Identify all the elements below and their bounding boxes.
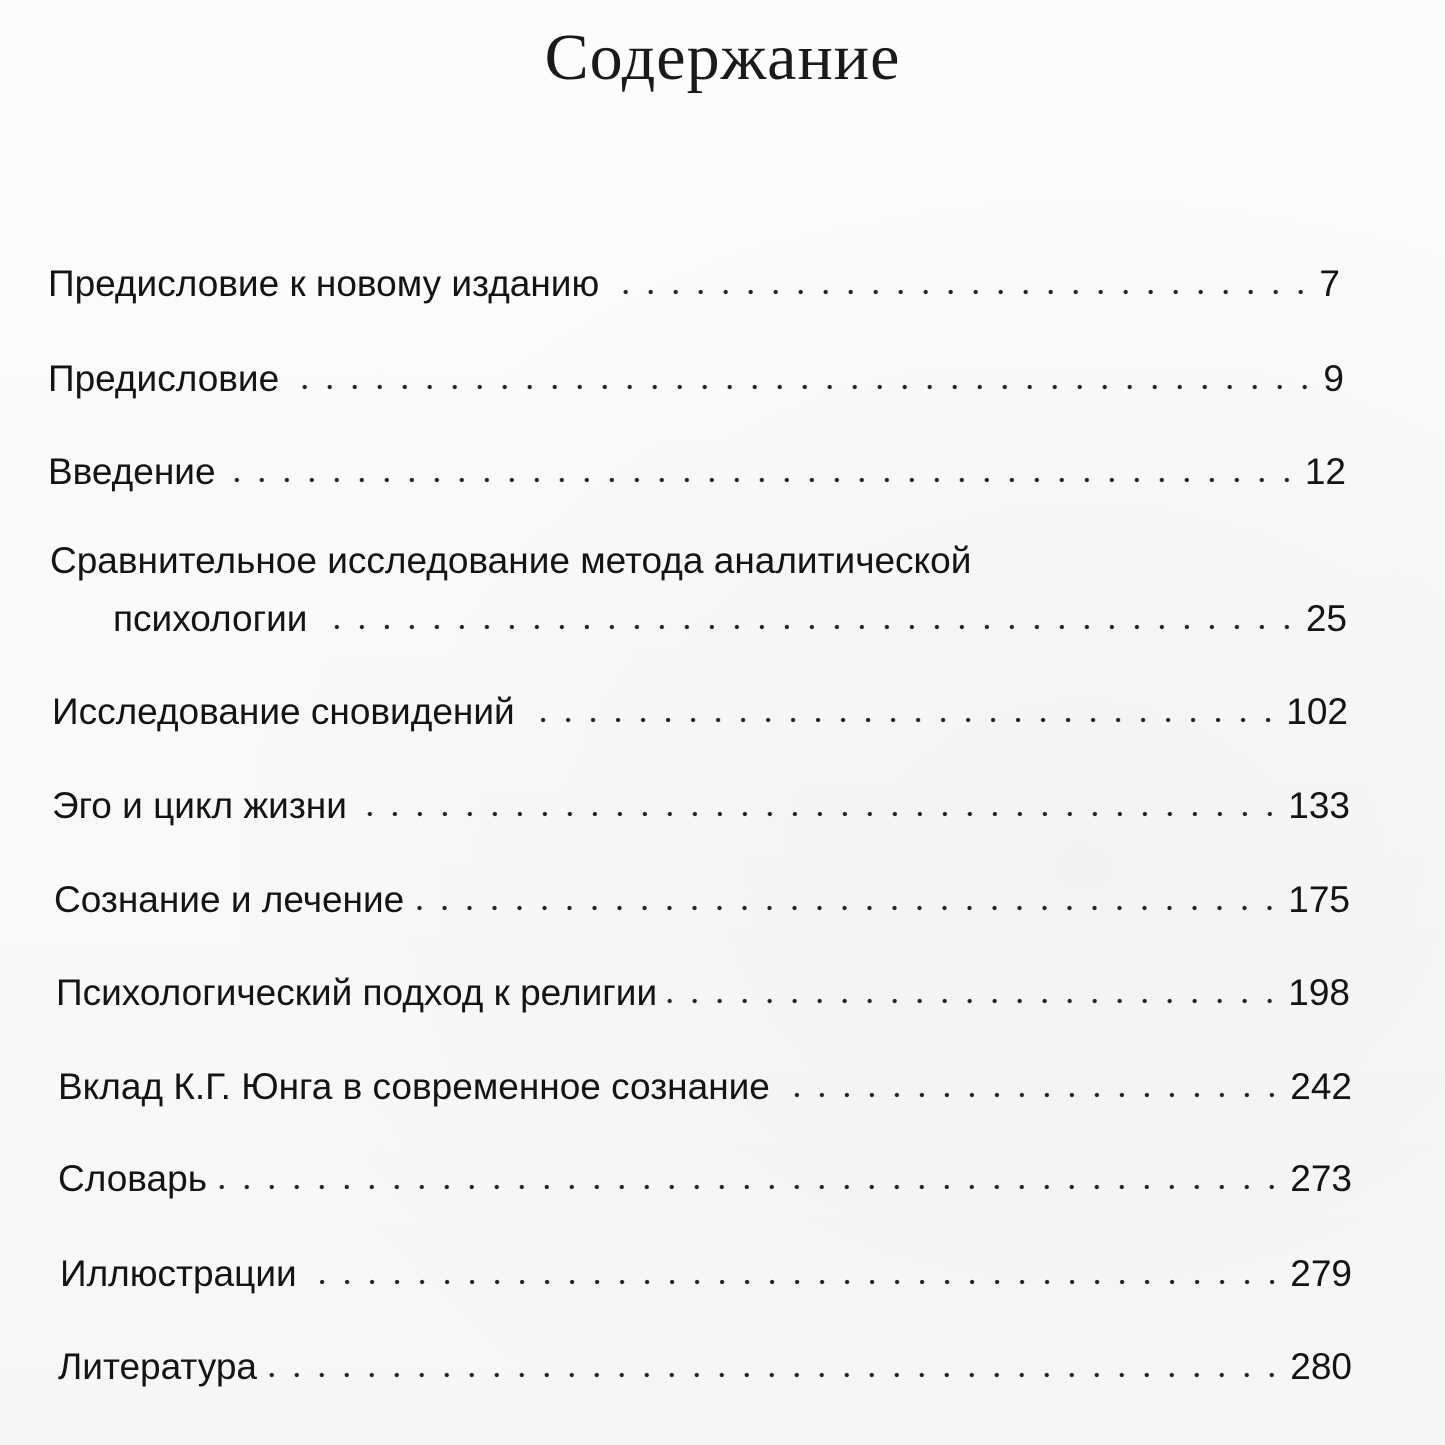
dot-leader — [267, 1371, 1284, 1379]
toc-entry-label: Предисловие — [48, 358, 280, 399]
toc-entry-label: Исследование сновидений — [52, 691, 515, 732]
toc-entry — [52, 787, 1350, 824]
dot-leader — [780, 1091, 1284, 1099]
toc-entry-page: 9 — [1323, 358, 1344, 399]
toc-entry — [48, 453, 1346, 490]
toc-entry — [56, 974, 1350, 1011]
toc-entry-page: 280 — [1290, 1346, 1352, 1387]
toc-entry-label: Вклад К.Г. Юнга в современное сознание — [58, 1066, 770, 1107]
dot-leader — [667, 997, 1282, 1005]
toc-entry-label: Сознание и лечение — [54, 879, 405, 920]
toc-entry — [48, 360, 1344, 397]
dot-leader — [609, 288, 1313, 296]
toc-entry-page: 7 — [1319, 263, 1340, 304]
toc-entry-label: Введение — [48, 451, 216, 492]
page-title: Содержание — [544, 21, 901, 94]
dot-leader — [289, 383, 1317, 391]
toc-entry — [113, 600, 1347, 637]
toc-entry-page: 242 — [1290, 1066, 1352, 1107]
toc-entry-label: Эго и цикл жизни — [52, 785, 347, 826]
toc-entry — [58, 1160, 1352, 1197]
toc-entry-page: 102 — [1286, 691, 1348, 732]
dot-leader — [307, 1278, 1285, 1286]
toc-entry-label: Литература — [58, 1346, 258, 1387]
toc-entry-page: 273 — [1290, 1158, 1352, 1199]
dot-leader — [357, 810, 1282, 818]
toc-entry — [58, 1068, 1352, 1105]
dot-leader — [217, 1183, 1284, 1191]
toc-entry-page: 198 — [1288, 972, 1350, 1013]
toc-entry — [52, 693, 1348, 730]
toc-entry — [60, 1255, 1352, 1292]
toc-entry-page: 133 — [1288, 785, 1350, 826]
toc-entry-page: 175 — [1288, 879, 1350, 920]
dot-leader — [317, 623, 1299, 631]
toc-entry-page: 25 — [1305, 598, 1347, 639]
toc-entry — [48, 265, 1340, 302]
toc-entry — [54, 881, 1350, 918]
toc-entry-page: 279 — [1290, 1253, 1352, 1294]
toc-entry-label: Иллюстрации — [60, 1253, 297, 1294]
toc-entry-label: Психологический подход к религии — [56, 972, 658, 1013]
toc-entry-page: 12 — [1304, 451, 1346, 492]
dot-leader — [525, 716, 1281, 724]
toc-entry-label-line2: психологии — [113, 598, 308, 639]
toc-entry — [58, 1348, 1352, 1385]
toc-entry-label: Предисловие к новому изданию — [48, 263, 600, 304]
dot-leader — [414, 904, 1282, 912]
toc-entry-label: Словарь — [58, 1158, 207, 1199]
toc-entry-label-line1: Сравнительное исследование метода аналитической — [50, 540, 972, 581]
dot-leader — [226, 476, 1299, 484]
